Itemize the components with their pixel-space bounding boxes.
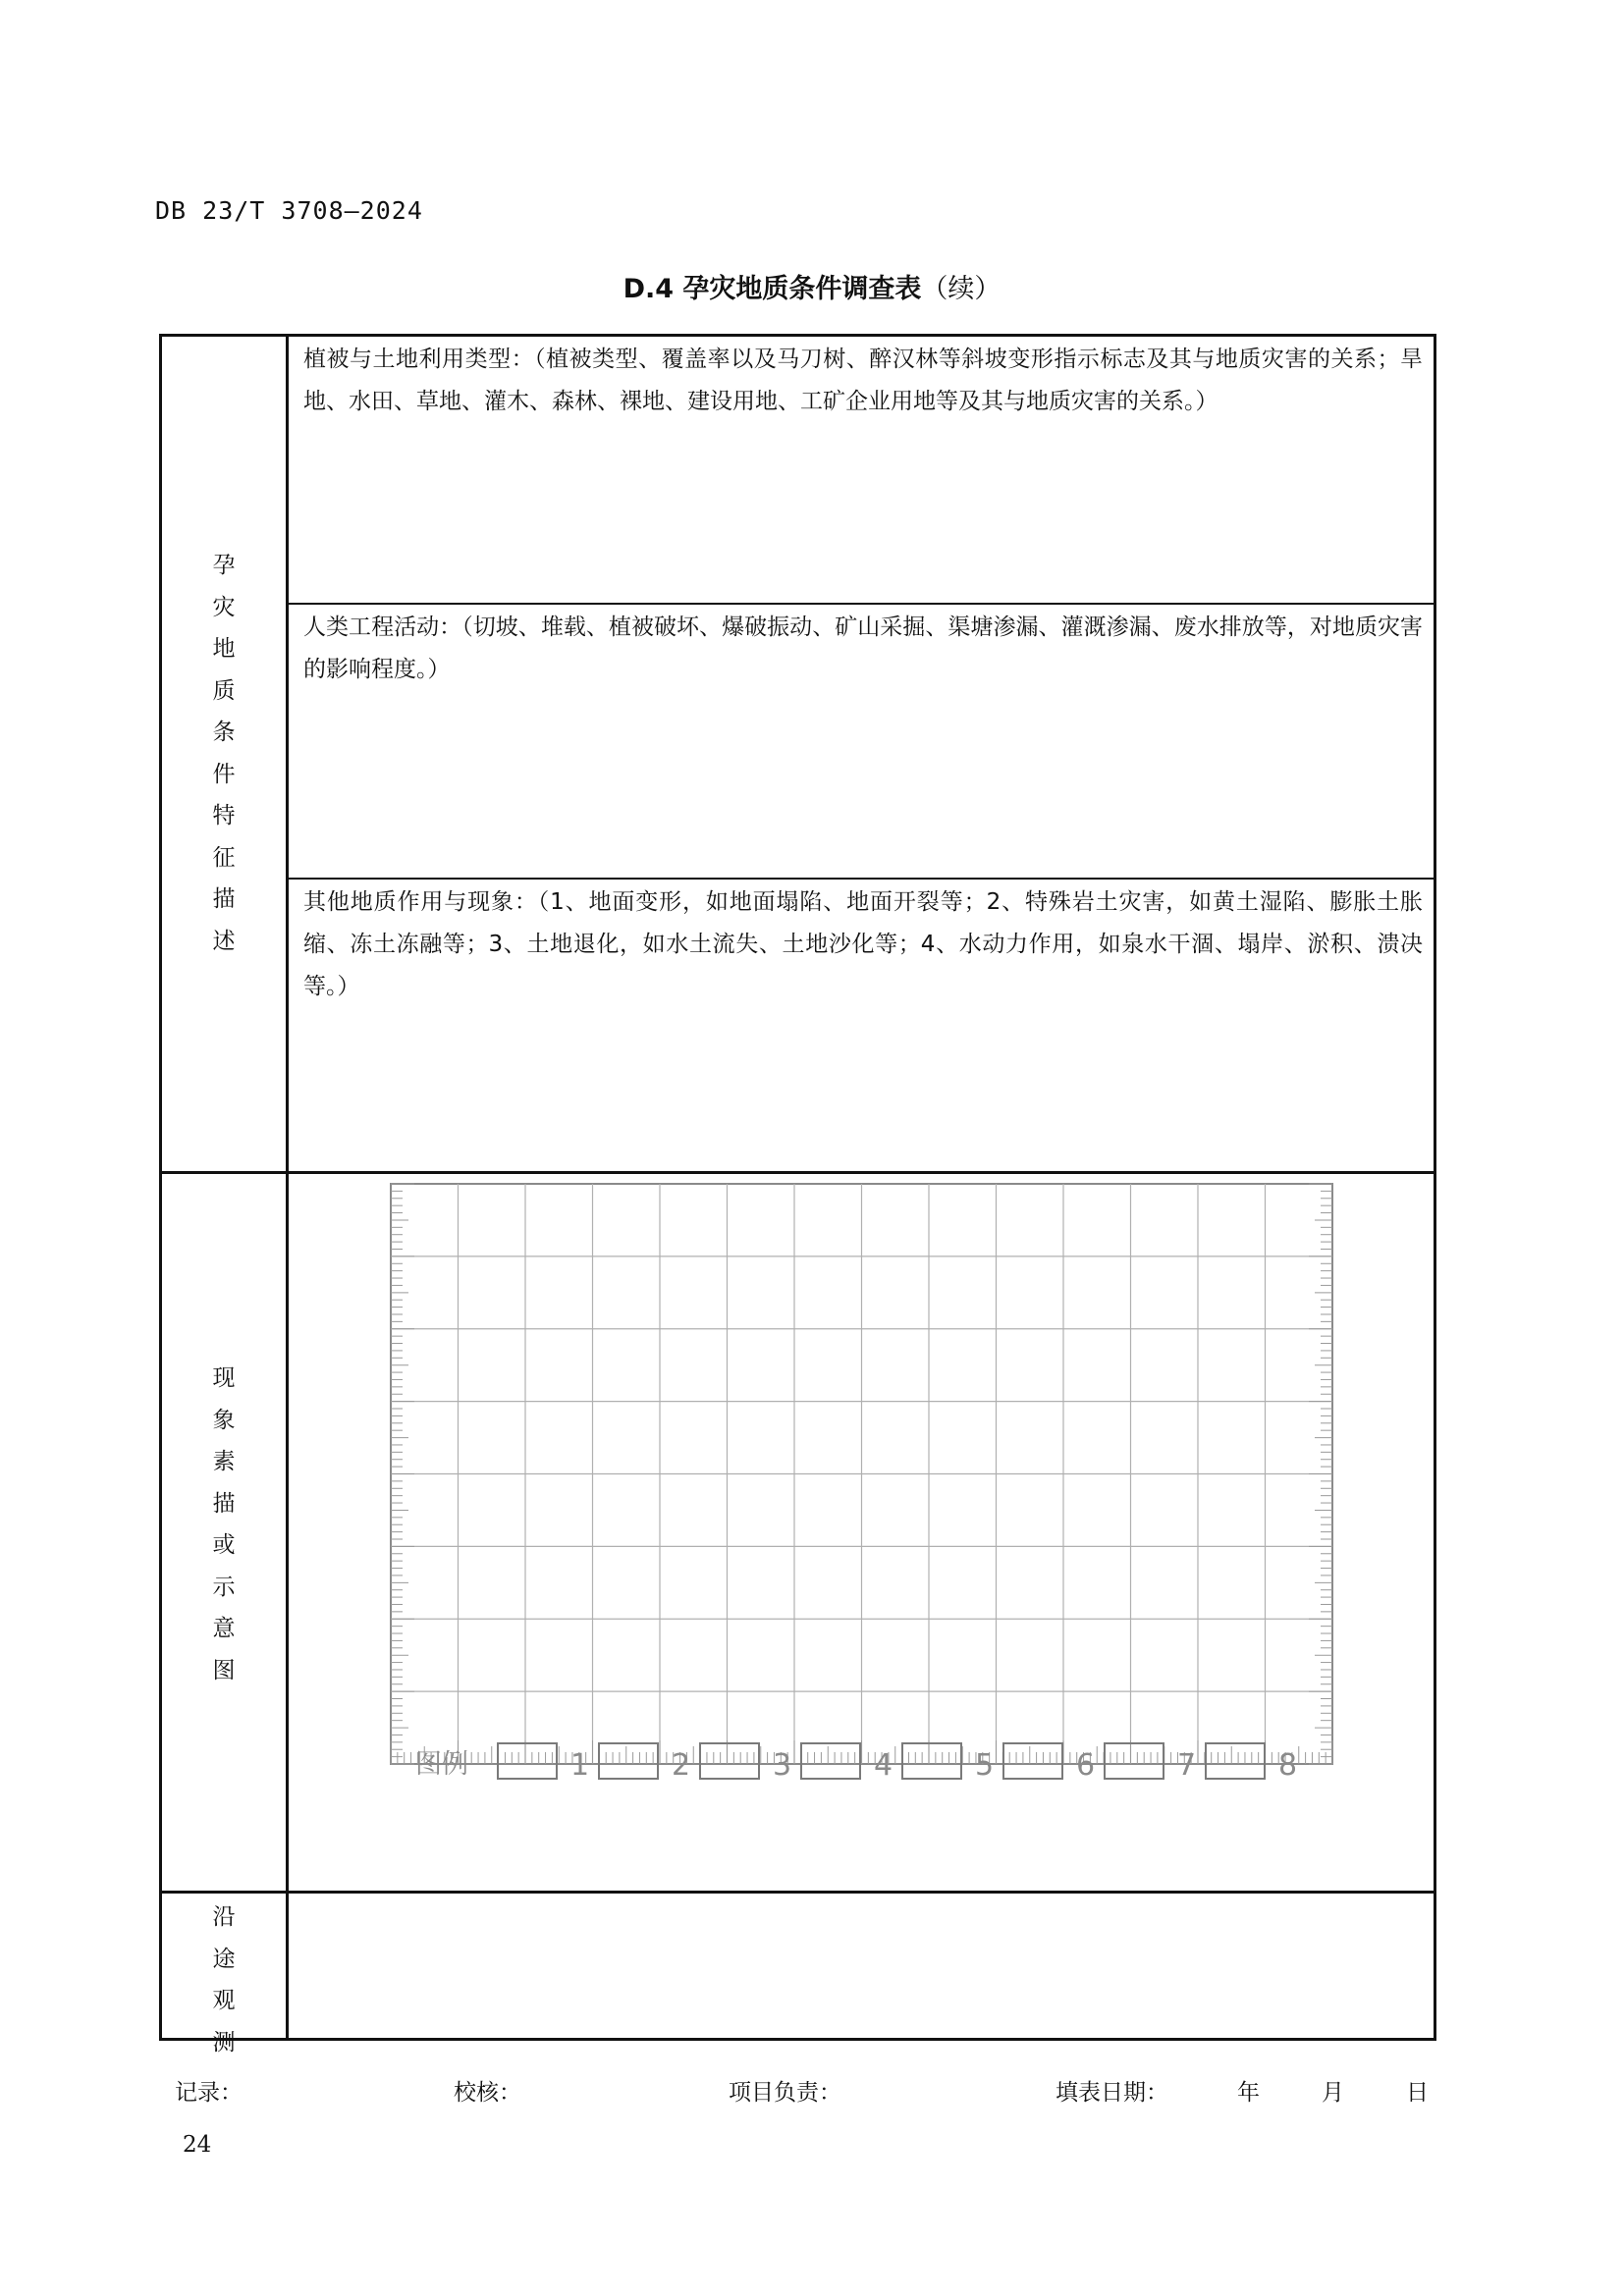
label-column-divider bbox=[286, 337, 289, 2038]
legend-box-8[interactable] bbox=[1206, 1743, 1265, 1779]
sketch-grid-area[interactable] bbox=[388, 1181, 1340, 1785]
route-observation-cell[interactable] bbox=[289, 1894, 1434, 2038]
legend-number-2: 2 bbox=[672, 1748, 691, 1783]
section-divider bbox=[162, 1171, 1434, 1174]
document-code: DB 23/T 3708—2024 bbox=[155, 196, 423, 225]
graph-paper-grid bbox=[391, 1184, 1332, 1764]
footer-project-lead: 项目负责： bbox=[729, 2080, 841, 2106]
legend-box-1[interactable] bbox=[498, 1743, 557, 1779]
legend-number-6: 6 bbox=[1076, 1748, 1096, 1783]
legend-number-3: 3 bbox=[773, 1748, 792, 1783]
footer-checker: 校核： bbox=[454, 2080, 521, 2106]
footer-year: 年 bbox=[1237, 2080, 1260, 2106]
legend-box-3[interactable] bbox=[700, 1743, 759, 1779]
survey-form-table bbox=[159, 334, 1436, 2056]
row-divider bbox=[286, 603, 1434, 605]
legend-label: 图例 bbox=[415, 1749, 468, 1780]
legend-box-5[interactable] bbox=[902, 1743, 961, 1779]
legend-number-8: 8 bbox=[1278, 1748, 1298, 1783]
legend-box-2[interactable] bbox=[599, 1743, 658, 1779]
legend-number-4: 4 bbox=[874, 1748, 893, 1783]
row-divider bbox=[286, 878, 1434, 880]
legend-number-1: 1 bbox=[570, 1748, 590, 1783]
section-label-sketch: 现 象 素 描 或 示 意 图 bbox=[212, 1365, 236, 1683]
footer-recorder: 记录： bbox=[175, 2080, 243, 2106]
vegetation-land-use-cell[interactable]: 植被与土地利用类型：（植被类型、覆盖率以及马刀树、醉汉林等斜坡变形指示标志及其与地质灾害的关系；旱地、水田、草地、灌木、森林、裸地、建设用地、工矿企业用地等及其与地质灾害的关系。） bbox=[303, 347, 1423, 414]
legend-box-4[interactable] bbox=[801, 1743, 860, 1779]
page-number: 24 bbox=[183, 2132, 212, 2158]
other-phenomena-cell[interactable]: 其他地质作用与现象：（1、地面变形，如地面塌陷、地面开裂等；2、特殊岩土灾害，如黄土湿陷、膨胀土胀缩、冻土冻融等；3、土地退化，如水土流失、土地沙化等；4、水动力作用，如泉水干涸、塌岸、淤积、溃决等。） bbox=[303, 889, 1423, 999]
footer-month: 月 bbox=[1322, 2080, 1344, 2106]
legend-box-7[interactable] bbox=[1105, 1743, 1164, 1779]
section-label-route-observation: 沿 途 观 测 bbox=[212, 1904, 236, 2056]
legend-number-7: 7 bbox=[1177, 1748, 1197, 1783]
form-title-main: D.4 孕灾地质条件调查表 bbox=[623, 274, 922, 304]
section-label-geo-conditions: 孕 灾 地 质 条 件 特 征 描 述 bbox=[212, 553, 236, 954]
human-activity-cell[interactable]: 人类工程活动：（切坡、堆载、植被破坏、爆破振动、矿山采掘、渠塘渗漏、灌溉渗漏、废水排放等，对地质灾害的影响程度。） bbox=[303, 614, 1423, 682]
form-title bbox=[0, 267, 1624, 305]
footer-fill-date: 填表日期： bbox=[1056, 2080, 1168, 2106]
form-title-continued: （续） bbox=[921, 274, 1001, 304]
legend-box-6[interactable] bbox=[1003, 1743, 1062, 1779]
footer-day: 日 bbox=[1406, 2080, 1429, 2106]
legend-number-5: 5 bbox=[975, 1748, 995, 1783]
